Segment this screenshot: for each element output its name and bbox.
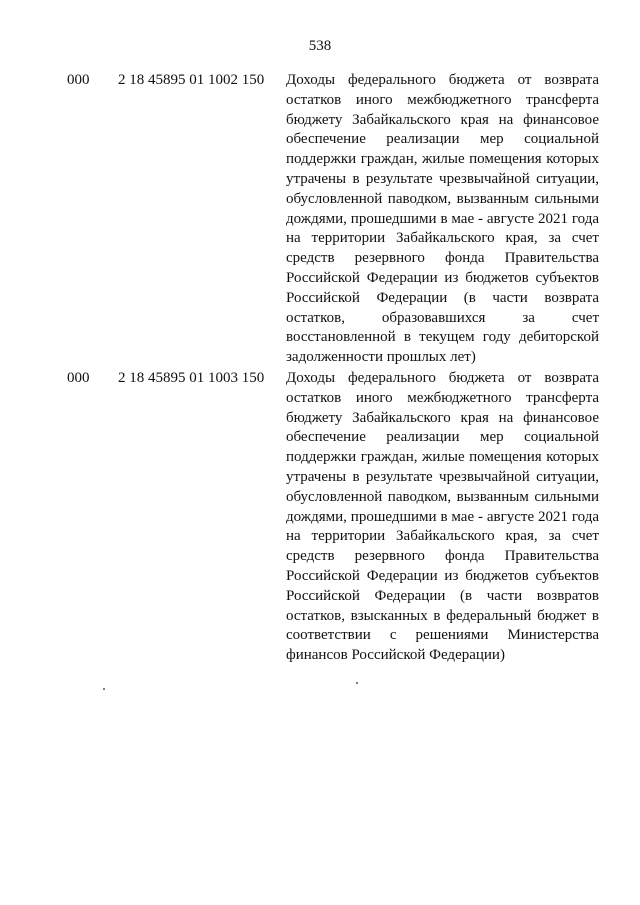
description-line: поддержки граждан, жилые помещения которых (286, 151, 599, 168)
kbk-code: 2 18 45895 01 1002 150 (118, 72, 265, 88)
kbk-code: 2 18 45895 01 1003 150 (118, 370, 265, 386)
admin-code: 000 (67, 370, 90, 386)
description-line: обеспечение реализации мер социальной (286, 131, 599, 148)
description-line: остатков, образовавшихся за счет (286, 309, 599, 326)
description-line: обусловленной паводком, вызванным сильными (286, 190, 599, 207)
description-line: бюджету Забайкальского края на финансовое (286, 409, 599, 426)
admin-code: 000 (67, 72, 90, 88)
row-description (286, 369, 599, 666)
description-line: поддержки граждан, жилые помещения которых (286, 449, 599, 466)
description-line: обусловленной паводком, вызванным сильными (286, 488, 599, 505)
description-line: остатков, взысканных в федеральный бюджет в (286, 607, 599, 624)
scan-speck (356, 682, 358, 684)
description-line: финансов Российской Федерации) (286, 647, 505, 664)
description-line: остатков иного межбюджетного трансферта (286, 389, 599, 406)
description-line: Доходы федерального бюджета от возврата (286, 370, 599, 386)
description-line: утрачены в результате чрезвычайной ситуации, (286, 170, 599, 187)
description-line: бюджету Забайкальского края на финансовое (286, 111, 599, 128)
description-line: остатков иного межбюджетного трансферта (286, 91, 599, 108)
description-line: Доходы федерального бюджета от возврата (286, 72, 599, 88)
scan-speck (103, 688, 105, 690)
description-line: средств резервного фонда Правительства (286, 548, 599, 565)
description-line: восстановленной в текущем году дебиторской (286, 329, 599, 346)
description-line: средств резервного фонда Правительства (286, 250, 599, 267)
description-line: Российской Федерации из бюджетов субъектов (286, 567, 599, 584)
description-line: на территории Забайкальского края, за счет (286, 528, 599, 545)
description-line: дождями, прошедшими в мае - августе 2021 года (286, 508, 599, 525)
description-line: утрачены в результате чрезвычайной ситуации, (286, 468, 599, 485)
description-line: обеспечение реализации мер социальной (286, 429, 599, 446)
page-number: 538 (308, 38, 332, 54)
description-line: задолженности прошлых лет) (286, 349, 476, 366)
description-line: на территории Забайкальского края, за счет (286, 230, 599, 247)
description-line: Российской Федерации (в части возврата (286, 289, 599, 306)
description-line: Российской Федерации (в части возвратов (286, 587, 599, 604)
description-line: дождями, прошедшими в мае - августе 2021 года (286, 210, 599, 227)
description-line: Российской Федерации из бюджетов субъектов (286, 269, 599, 286)
description-line: соответствии с решениями Министерства (286, 627, 599, 644)
row-description (286, 71, 599, 368)
